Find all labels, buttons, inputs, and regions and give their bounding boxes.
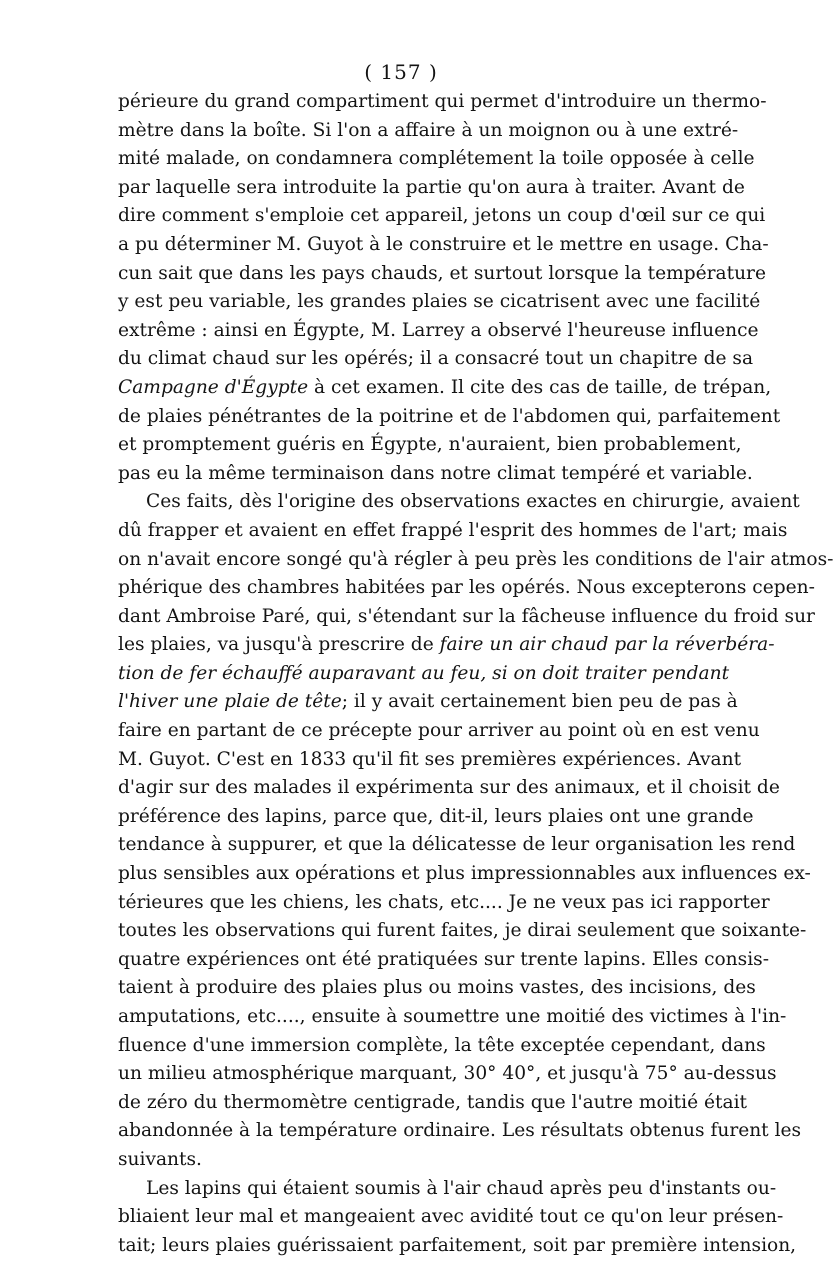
text-fragment: ; il y avait certainement bien peu de pas à	[341, 691, 738, 713]
text-line: périeure du grand compartiment qui permet d'introduire un thermo-	[118, 91, 767, 112]
text-line: suivants.	[118, 1148, 202, 1170]
text-line: du climat chaud sur les opérés; il a consacré tout un chapitre de sa	[118, 348, 754, 370]
text-line: d'agir sur des malades il expérimenta sur des animaux, et il choisit de	[118, 777, 780, 799]
text-line: tait; leurs plaies guérissaient parfaitement, soit par première intension,	[118, 1234, 797, 1256]
text-line: cun sait que dans les pays chauds, et surtout lorsque la température	[118, 262, 766, 284]
text-line: mètre dans la boîte. Si l'on a affaire à un moignon ou à une extré-	[118, 119, 739, 141]
paragraph-2	[118, 488, 833, 1174]
text-line: tendance à suppurer, et que la délicatesse de leur organisation les rend	[118, 834, 796, 856]
text-line: a pu déterminer M. Guyot à le construire et le mettre en usage. Cha-	[118, 233, 769, 255]
text-line: dant Ambroise Paré, qui, s'étendant sur la fâcheuse influence du froid sur	[118, 605, 815, 627]
text-fragment: les plaies, va jusqu'à prescrire de	[118, 634, 440, 656]
text-line: par laquelle sera introduite la partie qu'on aura à traiter. Avant de	[118, 176, 745, 198]
text-line: un milieu atmosphérique marquant, 30° 40°, et jusqu'à 75° au-dessus	[118, 1063, 777, 1085]
text-line: bliaient leur mal et mangeaient avec avidité tout ce qu'on leur présen-	[118, 1206, 784, 1228]
text-line: dû frapper et avaient en effet frappé l'esprit des hommes de l'art; mais	[118, 519, 788, 541]
paragraph-1	[118, 88, 781, 488]
text-line: et promptement guéris en Égypte, n'auraient, bien probablement,	[118, 434, 742, 456]
text-line: abandonnée à la température ordinaire. Les résultats obtenus furent les	[118, 1120, 802, 1142]
page	[118, 58, 833, 1260]
text-line: dire comment s'emploie cet appareil, jetons un coup d'œil sur ce qui	[118, 205, 766, 227]
text-line: phérique des chambres habitées par les opérés. Nous excepterons cepen-	[118, 577, 815, 599]
text-line: amputations, etc...., ensuite à soumettre une moitié des victimes à l'in-	[118, 1006, 787, 1027]
text-line-mixed	[118, 631, 775, 660]
text-line: de plaies pénétrantes de la poitrine et de l'abdomen qui, parfaitement	[118, 405, 781, 427]
quotation-italic: tion de fer échauffé auparavant au feu, si on doit traiter pendant	[118, 662, 730, 684]
text-line: Ces faits, dès l'origine des observations exactes en chirurgie, avaient	[146, 491, 800, 513]
text-line: faire en partant de ce précepte pour arriver au point où en est venu	[118, 720, 760, 742]
text-line: Les lapins qui étaient soumis à l'air chaud après peu d'instants ou-	[146, 1177, 777, 1199]
text-line: pas eu la même terminaison dans notre climat tempéré et variable.	[118, 462, 753, 484]
text-fragment: à cet examen. Il cite des cas de taille, de trépan,	[308, 376, 772, 398]
text-line: toutes les observations qui furent faites, je dirai seulement que soixante-	[118, 920, 807, 942]
text-line: préférence des lapins, parce que, dit-il, leurs plaies ont une grande	[118, 805, 754, 827]
text-line: M. Guyot. C'est en 1833 qu'il fit ses premières expériences. Avant	[118, 748, 742, 770]
text-line-mixed	[118, 374, 772, 403]
quotation-italic: l'hiver une plaie de tête	[118, 691, 342, 713]
text-line: on n'avait encore songé qu'à régler à peu près les conditions de l'air atmos-	[118, 548, 833, 570]
quotation-italic: faire un air chaud par la réverbéra-	[439, 634, 775, 656]
book-title: Campagne d'Égypte	[118, 376, 309, 398]
text-line: térieures que les chiens, les chats, etc.... Je ne veux pas ici rapporter	[118, 891, 770, 913]
text-line-mixed	[118, 688, 738, 717]
text-line: de zéro du thermomètre centigrade, tandis que l'autre moitié était	[118, 1091, 747, 1113]
text-line: y est peu variable, les grandes plaies se cicatrisent avec une facilité	[118, 291, 761, 313]
page-number: ( 157 )	[364, 60, 438, 84]
paragraph-3	[118, 1175, 797, 1261]
text-line: quatre expériences ont été pratiquées sur trente lapins. Elles consis-	[118, 948, 769, 970]
text-line: plus sensibles aux opérations et plus impressionnables aux influences ex-	[118, 863, 811, 885]
text-line: extrême : ainsi en Égypte, M. Larrey a observé l'heureuse influence	[118, 319, 759, 341]
text-line: mité malade, on condamnera complétement la toile opposée à celle	[118, 148, 755, 170]
text-line: taient à produire des plaies plus ou moins vastes, des incisions, des	[118, 977, 756, 999]
text-line: fluence d'une immersion complète, la tête exceptée cependant, dans	[118, 1034, 766, 1056]
